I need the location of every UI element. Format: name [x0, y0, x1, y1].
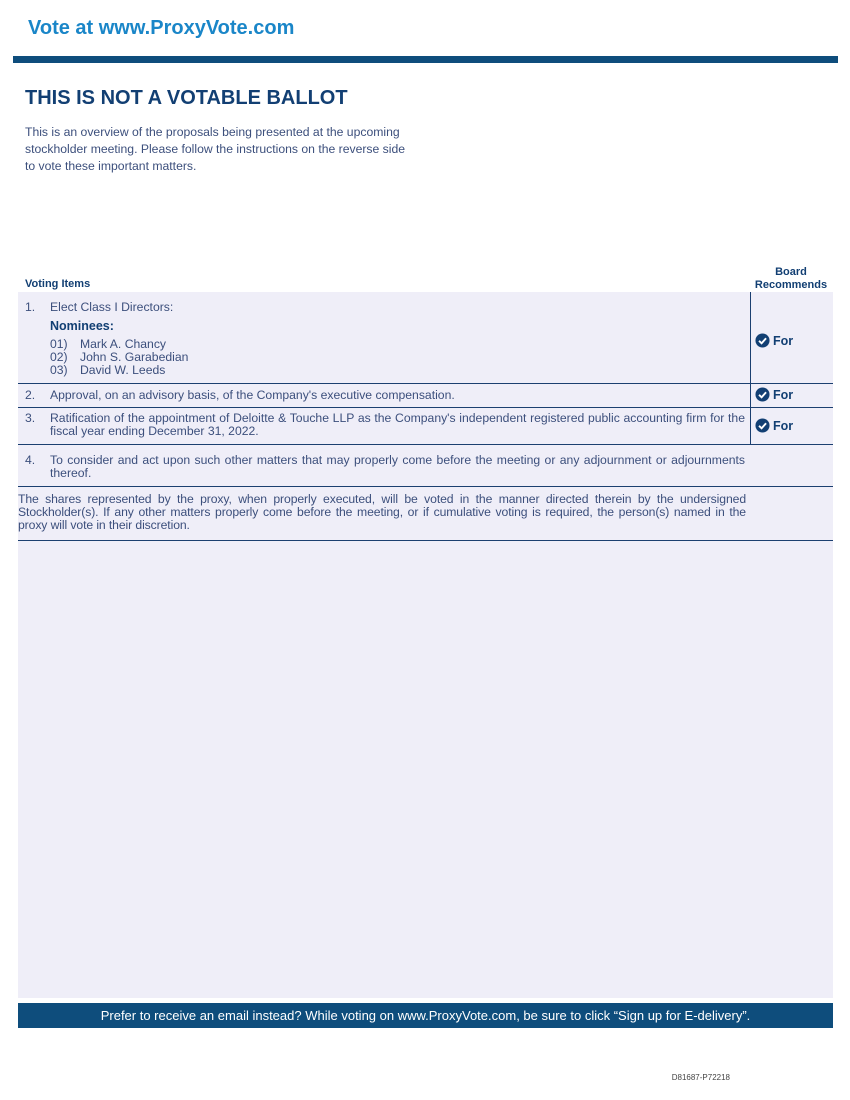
- intro-text: This is an overview of the proposals being presented at the upcoming stockholder meeting. Please follow the instructions on the reverse side to vote these important matters.: [25, 125, 406, 173]
- proposal-row-1: [18, 292, 833, 384]
- check-circle-icon: [755, 418, 770, 433]
- proposal-title: Elect Class I Directors:: [50, 300, 174, 314]
- proposal-number: 1.: [25, 300, 36, 314]
- proposal-body: Ratification of the appointment of Deloitte & Touche LLP as the Company's independent registered public accounting firm for the fiscal year ending December 31, 2022.: [50, 411, 745, 438]
- recommendation-label: For: [773, 334, 794, 348]
- proposal-number: 4.: [25, 453, 36, 467]
- vote-link[interactable]: Vote at www.ProxyVote.com: [28, 17, 295, 39]
- proposal-body: To consider and act upon such other matters that may properly come before the meeting or any adjournment or adjournments thereof.: [50, 453, 745, 480]
- check-circle-icon: [755, 333, 770, 348]
- recommendation-label: For: [773, 419, 794, 433]
- voting-items-header: Voting Items: [25, 278, 91, 290]
- proposal-number: 3.: [25, 411, 36, 425]
- board-header-line2: Recommends: [754, 279, 828, 291]
- row-divider: [750, 292, 751, 383]
- proposal-number: 2.: [25, 388, 36, 402]
- proposal-body: [50, 301, 188, 377]
- document-code: D81687-P72218: [671, 1073, 730, 1082]
- proposal-row-2: [18, 384, 833, 408]
- e-delivery-banner: Prefer to receive an email instead? While voting on www.ProxyVote.com, be sure to click “Sign up for E-delivery”.: [18, 1003, 833, 1028]
- proxy-note-row: [18, 487, 833, 541]
- nominee-name: David W. Leeds: [80, 363, 166, 377]
- nominee-number: 02): [50, 350, 68, 364]
- nominee-name: John S. Garabedian: [80, 350, 189, 364]
- row-divider: [750, 408, 751, 444]
- nominee-number: 03): [50, 363, 68, 377]
- board-recommends-header: [750, 266, 832, 292]
- proposal-row-4: [18, 445, 833, 487]
- row-divider: [750, 384, 751, 407]
- recommendation-label: For: [773, 388, 794, 402]
- proposal-row-3: [18, 408, 833, 445]
- ballot-title: THIS IS NOT A VOTABLE BALLOT: [25, 87, 348, 109]
- nominee-item: [50, 364, 188, 377]
- nominee-name: Mark A. Chancy: [80, 337, 167, 351]
- check-circle-icon: [755, 387, 770, 402]
- proxy-note: The shares represented by the proxy, when properly executed, will be voted in the manner directed therein by the undersigned Stockholder(s). If any other matters properly come before the meeting, or if cumulative voting is required, the person(s) named in the proxy will vote in their discretion.: [18, 492, 746, 532]
- board-header-line1: Board: [775, 266, 807, 278]
- proposal-body: Approval, on an advisory basis, of the Company's executive compensation.: [50, 388, 455, 402]
- top-rule: [13, 56, 838, 63]
- nominees-label: Nominees:: [50, 319, 114, 333]
- nominee-number: 01): [50, 337, 68, 351]
